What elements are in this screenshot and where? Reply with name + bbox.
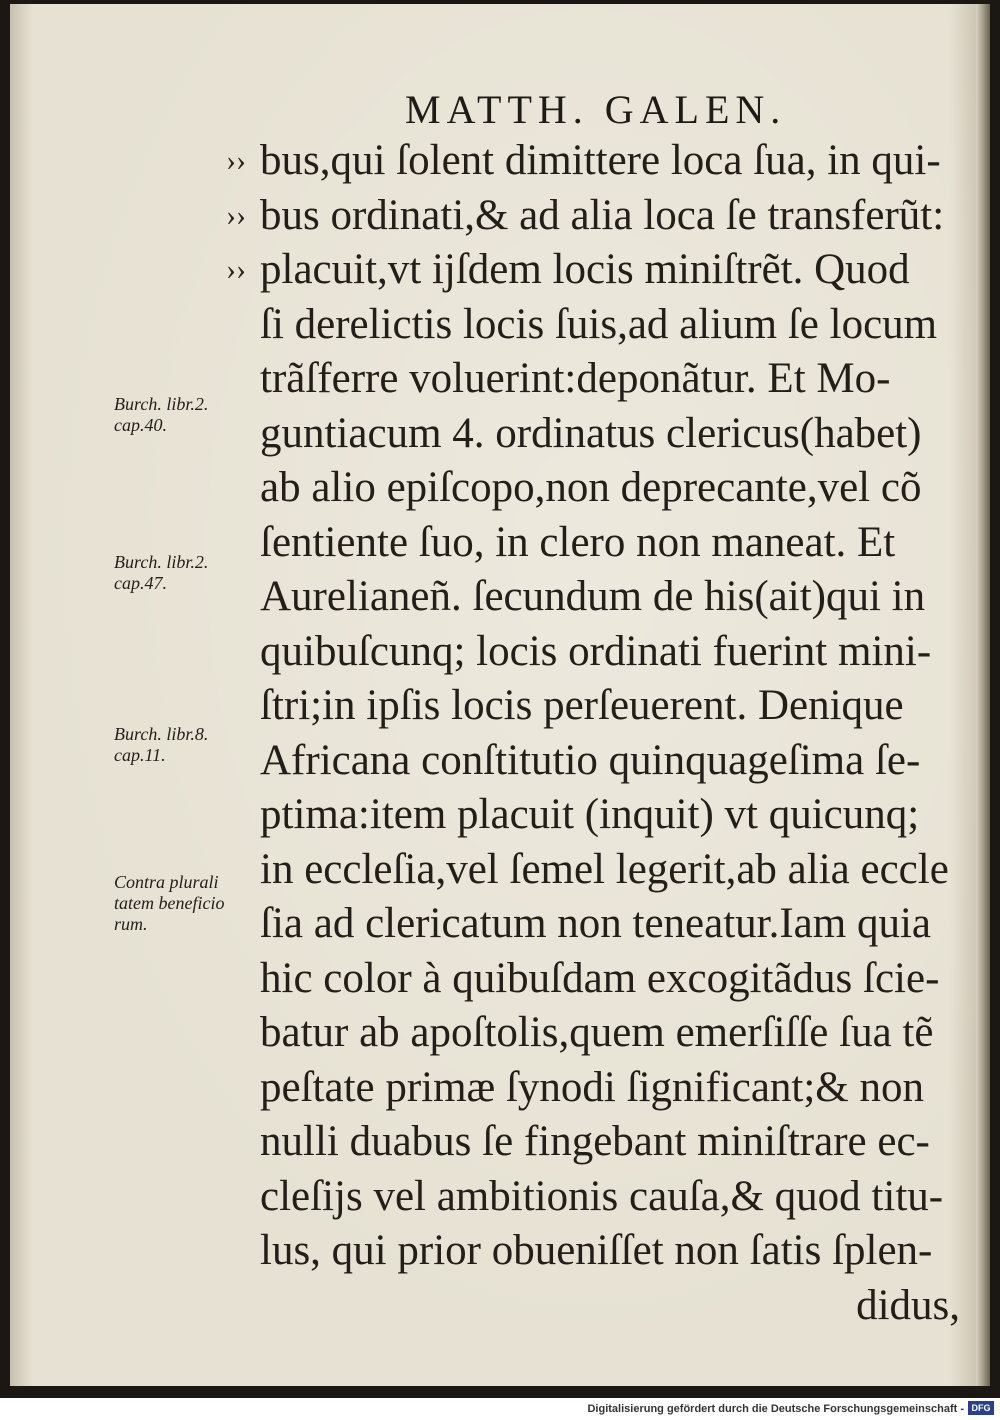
line-text: placuit,vt ijſdem locis miniſtrẽt. Quod — [260, 246, 910, 293]
body-text — [226, 134, 960, 1333]
line-text: hic color à quibuſdam excogitãdus ſcie- — [260, 954, 940, 1002]
text-line-21 — [260, 1224, 960, 1279]
text-line-1 — [226, 134, 960, 189]
text-line-16 — [260, 952, 960, 1007]
text-line-5 — [260, 352, 960, 407]
line-text: Aurelianeñ. ſecundum de his(ait)qui in — [260, 573, 926, 620]
text-line-10 — [260, 625, 960, 680]
footer-bar — [0, 1398, 1000, 1420]
line-text: bus,qui ſolent dimittere loca ſua, in qui- — [260, 137, 941, 184]
text-line-3 — [226, 243, 960, 298]
line-text: peſtate primæ ſynodi ſignificant;& non — [260, 1063, 925, 1111]
text-line-9 — [260, 570, 960, 625]
margin-note-line: cap.47. — [114, 573, 167, 593]
line-text: ſi derelictis locis ſuis,ad alium ſe locum — [260, 300, 938, 348]
text-line-15 — [260, 897, 960, 952]
text-line-17 — [260, 1006, 960, 1061]
line-text: ſia ad clericatum non teneatur.Iam quia — [260, 900, 931, 947]
page-edge — [976, 4, 990, 1386]
line-text: ſtri;in ipſis locis perſeuerent. Denique — [260, 682, 904, 729]
line-text: batur ab apoſtolis,quem emerſiſſe ſua tẽ — [260, 1009, 934, 1056]
text-line-19 — [260, 1115, 960, 1170]
text-line-4 — [260, 298, 960, 353]
line-text: ſentiente ſuo, in clero non maneat. Et — [260, 518, 896, 566]
line-text: nulli duabus ſe fingebant miniſtrare ec- — [260, 1118, 930, 1165]
line-text: Africana conſtitutio quinquageſima ſe- — [260, 736, 921, 784]
funding-credit: Digitalisierung gefördert durch die Deutsche Forschungsgemeinschaft - — [587, 1403, 964, 1415]
running-header: MATTH. GALEN. — [405, 87, 787, 132]
quote-mark: ›› — [226, 144, 246, 177]
line-text: bus ordinati,& ad alia loca ſe transferũt: — [260, 191, 945, 239]
margin-note-line: rum. — [114, 914, 148, 934]
line-text: in eccleſia,vel ſemel legerit,ab alia eccle — [260, 845, 949, 893]
text-line-20 — [260, 1170, 960, 1225]
margin-note-1 — [114, 394, 254, 436]
text-line-14 — [260, 843, 960, 898]
margin-note-line: tatem beneficio — [114, 893, 225, 913]
line-text: guntiacum 4. ordinatus clericus(habet) — [260, 409, 922, 457]
line-text: ptima:item placuit (inquit) vt quicunq; — [260, 791, 920, 838]
margin-note-line: cap.11. — [114, 745, 166, 765]
text-line-11 — [260, 679, 960, 734]
margin-note-3 — [114, 724, 254, 766]
line-text: trãſferre voluerint:deponãtur. Et Mo- — [260, 355, 891, 402]
margin-note-line: Contra plurali — [114, 872, 219, 892]
margin-note-line: cap.40. — [114, 415, 167, 435]
margin-note-line: Burch. libr.8. — [114, 724, 209, 744]
quote-mark: ›› — [226, 198, 246, 232]
text-line-13 — [260, 788, 960, 843]
margin-note-2 — [114, 552, 254, 594]
text-line-8 — [260, 516, 960, 571]
text-line-2 — [226, 189, 960, 244]
text-line-6 — [260, 407, 960, 462]
text-line-18 — [260, 1061, 960, 1116]
line-text: lus, qui prior obueniſſet non ſatis ſplen- — [260, 1227, 933, 1274]
catchword: didus, — [856, 1281, 960, 1329]
line-text: quibuſcunq; locis ordinati fuerint mini- — [260, 627, 932, 675]
text-line-12 — [260, 734, 960, 789]
margin-note-4 — [114, 872, 254, 935]
margin-note-line: Burch. libr.2. — [114, 394, 209, 414]
dfg-logo: DFG — [968, 1401, 994, 1415]
text-line-7 — [260, 461, 960, 516]
line-text: ab alio epiſcopo,non deprecante,vel cõ — [260, 464, 922, 511]
quote-mark: ›› — [226, 253, 246, 286]
line-text: cleſijs vel ambitionis cauſa,& quod titu- — [260, 1172, 944, 1220]
margin-note-line: Burch. libr.2. — [114, 552, 209, 572]
book-page — [10, 4, 976, 1386]
